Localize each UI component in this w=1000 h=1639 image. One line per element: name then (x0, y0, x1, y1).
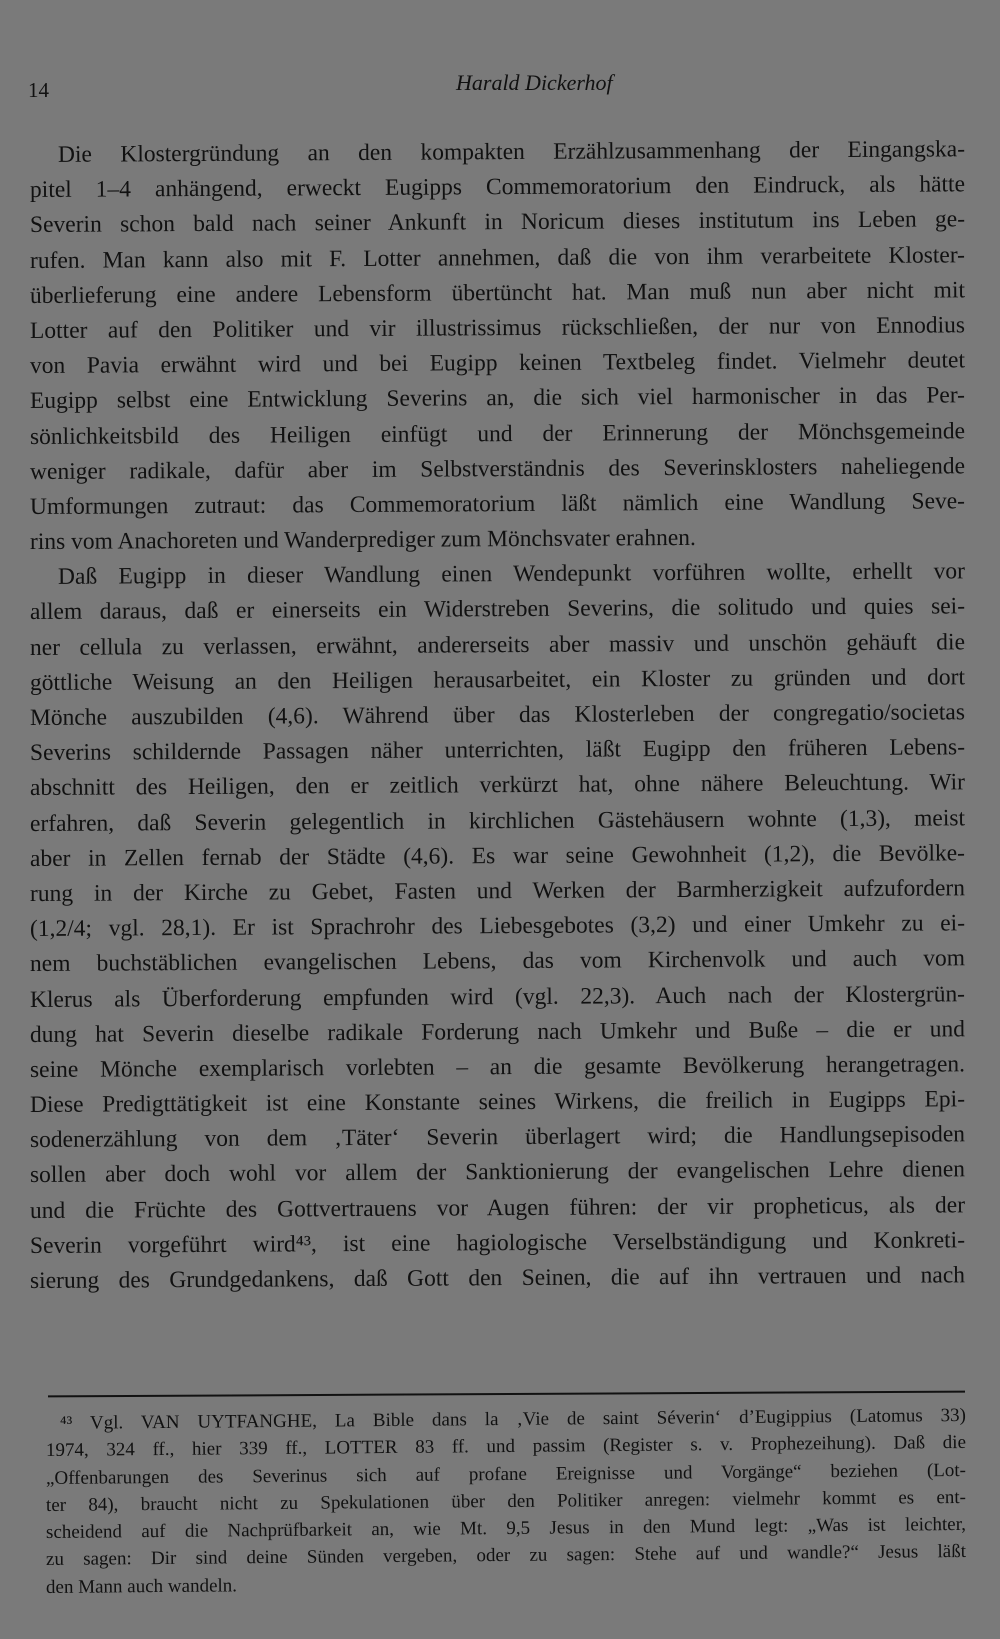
footnote-line: 1974, 324 ff., hier 339 ff., LOTTER 83 ff. und passim (Register s. v. Prophezeihung). Daß die (45, 1432, 967, 1462)
body-line: Severin schon bald nach seiner Ankunft in Noricum dieses institutum ins Leben ge- (29, 206, 966, 239)
body-line: nem buchstäblichen evangelischen Lebens, das vom Kirchenvolk und auch vom (29, 945, 966, 978)
body-line: von Pavia erwähnt wird und bei Eugipp keinen Textbeleg findet. Vielmehr deutet (29, 347, 966, 380)
body-line: überlieferung eine andere Lebensform übertüncht hat. Man muß nun aber nicht mit (29, 277, 966, 309)
body-line: aber in Zellen fernab der Städte (4,6). Es war seine Gewohnheit (1,2), die Bevölke- (29, 840, 966, 872)
body-line: rins vom Anachoreten und Wanderprediger zum Mönchsvater erahnen. (29, 524, 696, 556)
body-line: sierung des Grundgedankens, daß Gott den Seinen, die auf ihn vertrauen und nach (29, 1262, 966, 1294)
footnote-line: ter 84), braucht nicht zu Spekulationen über den Politiker anregen: vielmehr kommt es ent- (45, 1486, 967, 1516)
body-line: (1,2/4; vgl. 28,1). Er ist Sprachrohr des Liebesgebotes (3,2) und einer Umkehr zu ei- (29, 910, 966, 943)
body-line: weniger radikale, dafür aber im Selbstverständnis des Severinsklosters naheliegende (29, 452, 966, 485)
body-line: sollen aber doch wohl vor allem der Sanktionierung der evangelischen Lehre dienen (29, 1156, 966, 1189)
body-line: erfahren, daß Severin gelegentlich in kirchlichen Gästehäusern wohnte (1,3), meist (29, 804, 966, 837)
footnote-divider (48, 1391, 965, 1398)
body-text (30, 138, 965, 1299)
footnote-line: zu sagen: Dir sind deine Sünden vergeben, oder zu sagen: Stehe auf und wandle?“ Jesus läßt (45, 1541, 967, 1571)
body-line: sodenerzählung von dem ‚Täter‘ Severin überlagert wird; die Handlungsepisoden (29, 1121, 966, 1154)
body-line: dung hat Severin dieselbe radikale Forderung nach Umkehr und Buße – die er und (29, 1015, 966, 1048)
footnote-line: den Mann auch wandeln. (45, 1575, 238, 1598)
body-line: abschnitt des Heiligen, den er zeitlich verkürzt hat, ohne nähere Beleuchtung. Wir (29, 769, 966, 802)
body-line: rung in der Kirche zu Gebet, Fasten und Werken der Barmherzigkeit aufzufordern (29, 875, 966, 907)
footnotes (45, 1404, 967, 1601)
body-line: sönlichkeitsbild des Heiligen einfügt und der Erinnerung der Mönchsgemeinde (29, 417, 966, 450)
body-line: rufen. Man kann also mit F. Lotter annehmen, daß die von ihm verarbeitete Kloster- (29, 241, 966, 274)
body-line: und die Früchte des Gottvertrauens vor Augen führen: der vir propheticus, als der (29, 1191, 966, 1224)
body-line: Klerus als Überforderung empfunden wird (vgl. 22,3). Auch nach der Klostergrün- (29, 980, 966, 1013)
body-line: Severins schildernde Passagen näher unterrichten, läßt Eugipp den früheren Lebens- (29, 734, 966, 767)
body-line: Umformungen zutraut: das Commemoratorium läßt nämlich eine Wandlung Seve- (29, 488, 966, 520)
body-line: Severin vorgeführt wird⁴³, ist eine hagiologische Verselbständigung und Konkreti- (29, 1227, 966, 1259)
body-line: Die Klostergründung an den kompakten Erzählzusammenhang der Eingangska- (57, 136, 966, 168)
body-line: seine Mönche exemplarisch vorlebten – an die gesamte Bevölkerung herangetragen. (29, 1051, 966, 1083)
body-line: Daß Eugipp in dieser Wandlung einen Wendepunkt vorführen wollte, erhellt vor (57, 558, 966, 591)
body-line: Mönche auszubilden (4,6). Während über das Klosterleben der congregatio/societas (29, 699, 966, 731)
footnote-line: „Offenbarungen des Severinus sich auf profane Ereignisse und Vorgänge“ beziehen (Lot- (45, 1459, 967, 1489)
body-line: Lotter auf den Politiker und vir illustrissimus rückschließen, der nur von Ennodius (29, 312, 966, 344)
running-head-author: Harald Dickerhof (456, 70, 613, 95)
footnote-line: ⁴³ Vgl. VAN UYTFANGHE, La Bible dans la ‚Vie de saint Séverin‘ d’Eugippius (Latomus 33) (59, 1404, 967, 1434)
body-line: allem daraus, daß er einerseits ein Widerstreben Severins, die solitudo und quies sei- (29, 593, 966, 626)
body-line: Eugipp selbst eine Entwicklung Severins an, die sich viel harmonischer in das Per- (29, 382, 966, 415)
footnote-line: scheidend auf die Nachprüfbarkeit an, wie Mt. 9,5 Jesus in den Mund legt: „Was ist leichter, (45, 1514, 967, 1544)
body-line: ner cellula zu verlassen, erwähnt, andererseits aber massiv und unschön gehäuft die (29, 628, 966, 661)
body-line: Diese Predigttätigkeit ist eine Konstante seines Wirkens, die freilich in Eugipps Epi- (29, 1086, 966, 1119)
body-line: pitel 1–4 anhängend, erweckt Eugipps Commemoratorium den Eindruck, als hätte (29, 171, 966, 204)
page-number: 14 (28, 78, 49, 102)
body-line: göttliche Weisung an den Heiligen herausarbeitet, ein Kloster zu gründen und dort (29, 664, 966, 696)
